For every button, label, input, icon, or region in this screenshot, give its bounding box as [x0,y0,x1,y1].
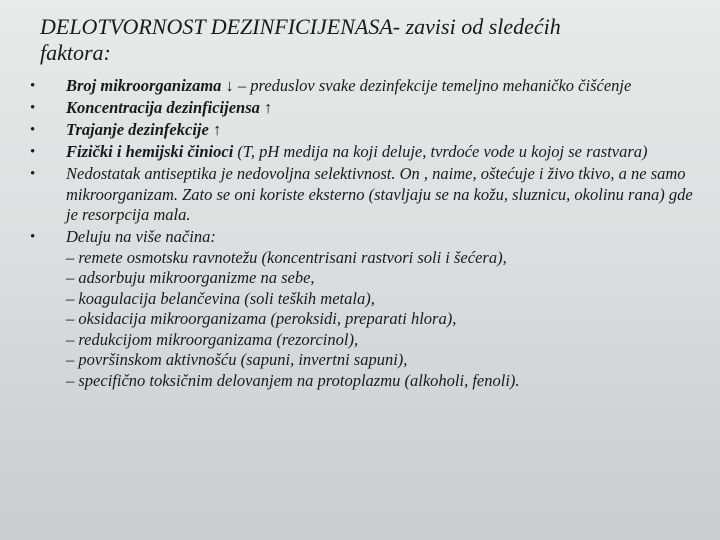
bullet-text: Deluju na više načina: [66,227,216,246]
bullet-item [30,98,700,119]
bullet-icon: • [30,144,36,160]
slide-title [40,14,700,66]
slide-title-line-2: faktora: [40,40,111,65]
sub-item: – specifično toksičnim delovanjem na protoplazmu (alkoholi, fenoli). [66,370,520,390]
sub-item: – adsorbuju mikroorganizme na sebe, [66,268,315,287]
sub-item: – koagulacija belančevina (soli teških metala), [66,288,375,308]
bullet-icon: • [30,78,36,94]
bullet-bold-text: Broj mikroorganizama ↓ [66,76,234,95]
bullet-icon: • [30,229,36,245]
bullet-bold-text: Trajanje dezinfekcije ↑ [66,120,222,139]
sub-item: – redukcijom mikroorganizama (rezorcinol), [66,329,359,349]
bullet-icon: • [30,122,36,138]
bullet-bold-text: Fizički i hemijski činioci [66,142,234,161]
bullet-icon: • [30,166,36,182]
bullet-item [30,142,700,163]
bullet-text: – preduslov svake dezinfekcije temeljno mehaničko čišćenje [233,76,632,95]
bullet-item [30,120,700,141]
sub-item: – remete osmotsku ravnotežu (koncentrisani rastvori soli i šećera), [66,247,507,267]
bullet-text: (T, pH medija na koji deluje, tvrdoće vode u kojoj se rastvara) [233,142,648,161]
bullet-text: Nedostatak antiseptika je nedovoljna selektivnost. On , naime, oštećuje i živo tkivo, a ne samo mikroorganizam. Zato se oni koriste eksterno (stavljaju se na kožu, sluznicu, okolinu rana) gde je resorpcija mala. [66,164,693,224]
bullet-list [30,76,700,393]
sub-item: – oksidacija mikroorganizama (peroksidi, preparati hlora), [66,309,457,328]
bullet-item [30,227,700,391]
bullet-item [30,76,700,97]
slide-title-line-1: DELOTVORNOST DEZINFICIJENASA- zavisi od sledećih [40,14,561,39]
bullet-icon: • [30,100,36,116]
bullet-item [30,164,700,226]
bullet-bold-text: Koncentracija dezinficijensa ↑ [66,98,273,117]
sub-item: – površinskom aktivnošću (sapuni, invertni sapuni), [66,350,408,369]
